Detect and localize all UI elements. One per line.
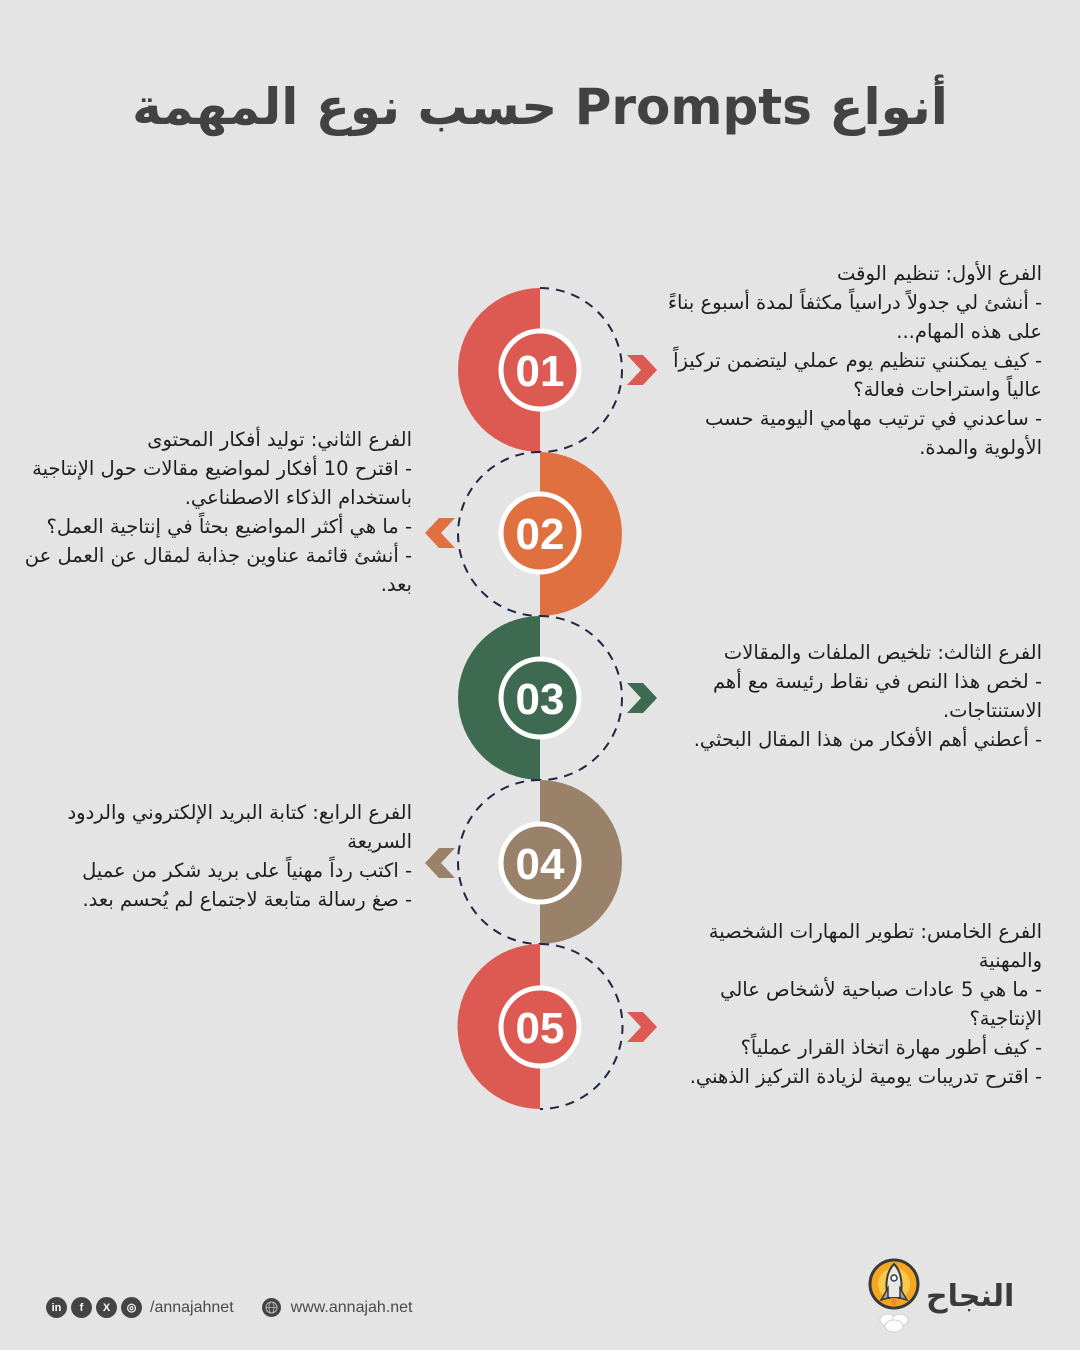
page-title: أنواع Prompts حسب نوع المهمة: [132, 78, 948, 136]
prompt-item: - أنشئ قائمة عناوين جذابة لمقال عن العمل عن بعد.: [24, 544, 412, 596]
step-number: 01: [515, 347, 565, 396]
prompt-item: - كيف أطور مهارة اتخاذ القرار عملياً؟: [740, 1036, 1042, 1059]
prompt-item: - اكتب رداً مهنياً على بريد شكر من عميل: [82, 859, 412, 882]
branch-heading: الفرع الأول: تنظيم الوقت: [837, 262, 1042, 285]
step-05-marker: [458, 944, 658, 1109]
step-04-marker: [425, 780, 622, 944]
step-03-marker: [458, 616, 657, 780]
brand-name: النجاح: [926, 1278, 1015, 1314]
branch-heading: الفرع الخامس: تطوير المهارات الشخصية والمهنية: [708, 920, 1042, 972]
social-handle[interactable]: /annajahnet: [150, 1298, 234, 1316]
step-01-marker: [458, 288, 657, 452]
prompt-item: - اقترح 10 أفكار لمواضيع مقالات حول الإنتاجية باستخدام الذكاء الاصطناعي.: [32, 457, 412, 509]
branch-heading: الفرع الرابع: كتابة البريد الإلكتروني والردود السريعة: [67, 801, 412, 853]
chevron-left-icon: [425, 848, 455, 878]
branch-3-text: [652, 638, 1042, 754]
prompt-item: - لخص هذا النص في نقاط رئيسة مع أهم الاستنتاجات.: [712, 670, 1042, 722]
branch-heading: الفرع الثاني: توليد أفكار المحتوى: [147, 428, 412, 451]
chevron-left-icon: [425, 518, 455, 548]
branch-2-text: [20, 425, 412, 599]
website-link[interactable]: www.annajah.net: [290, 1298, 413, 1316]
step-number: 05: [515, 1004, 565, 1053]
prompt-item: - ما هي أكثر المواضيع بحثاً في إنتاجية العمل؟: [46, 515, 412, 538]
prompt-item: - ما هي 5 عادات صباحية لأشخاص عالي الإنتاجية؟: [720, 978, 1042, 1030]
branch-1-text: [652, 259, 1042, 462]
footer: [46, 1297, 413, 1318]
prompt-item: - كيف يمكنني تنظيم يوم عملي ليتضمن تركيزاً عالياً واستراحات فعالة؟: [673, 349, 1042, 401]
prompt-item: - اقترح تدريبات يومية لزيادة التركيز الذهني.: [689, 1065, 1042, 1088]
prompt-item: - ساعدني في ترتيب مهامي اليومية حسب الأولوية والمدة.: [704, 407, 1042, 459]
step-02-marker: [425, 452, 622, 616]
branch-5-text: [652, 917, 1042, 1091]
prompt-item: - أعطني أهم الأفكار من هذا المقال البحثي.: [693, 728, 1042, 751]
branch-4-text: [20, 798, 412, 914]
step-number: 02: [515, 510, 565, 559]
linkedin-icon[interactable]: in: [46, 1297, 67, 1318]
step-number: 04: [515, 840, 565, 889]
x-icon[interactable]: X: [96, 1297, 117, 1318]
prompt-item: - أنشئ لي جدولاً دراسياً مكثفاً لمدة أسبوع بناءً على هذه المهام...: [667, 291, 1042, 343]
prompt-item: - صغ رسالة متابعة لاجتماع لم يُحسم بعد.: [82, 888, 412, 911]
instagram-icon[interactable]: ◎: [121, 1297, 142, 1318]
facebook-icon[interactable]: f: [71, 1297, 92, 1318]
globe-icon: [262, 1298, 281, 1317]
brand-logo: [868, 1258, 1014, 1334]
rocket-icon: [868, 1258, 920, 1334]
step-number: 03: [515, 675, 565, 724]
social-links: [46, 1297, 142, 1318]
branch-heading: الفرع الثالث: تلخيص الملفات والمقالات: [723, 641, 1042, 664]
